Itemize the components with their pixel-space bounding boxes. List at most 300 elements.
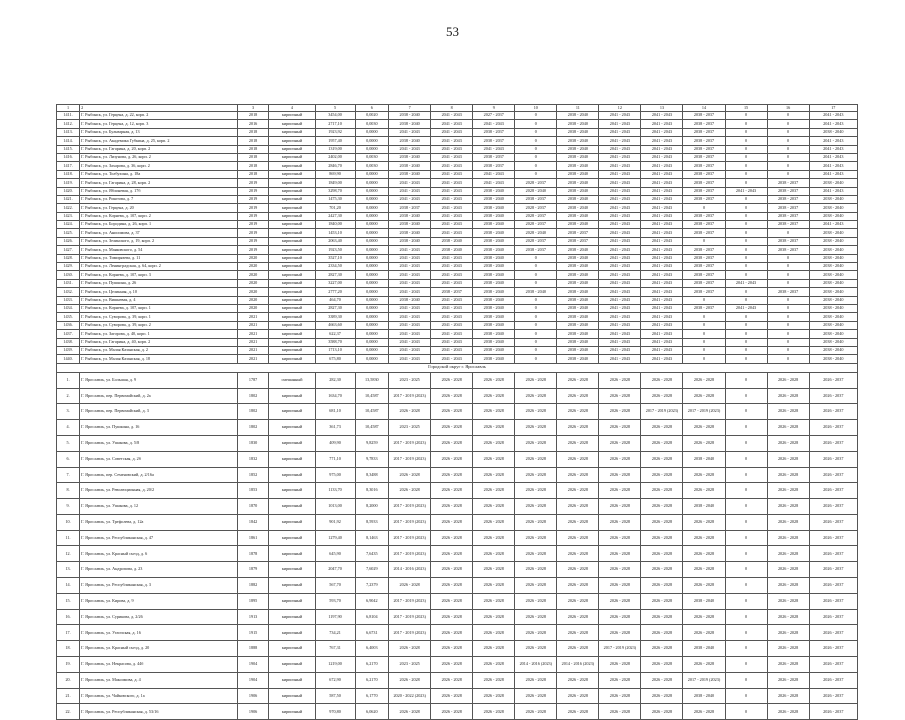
table-cell: 2041 - 2043 bbox=[389, 271, 431, 279]
table-cell: 2041 - 2043 bbox=[641, 296, 683, 304]
table-cell: 2038 - 2040 bbox=[473, 338, 515, 346]
table-cell: 2041 - 2043 bbox=[599, 254, 641, 262]
table-cell: 0 bbox=[725, 451, 767, 467]
table-cell: 1423. bbox=[57, 212, 80, 220]
table-cell: 2041 - 2043 bbox=[641, 330, 683, 338]
table-cell: 2041 - 2043 bbox=[641, 254, 683, 262]
table-cell: кирпичный bbox=[269, 271, 315, 279]
table-cell: 0,0000 bbox=[355, 179, 389, 187]
table-cell: Г. Рыбинск, ул. Герцена, д. 20 bbox=[80, 204, 238, 212]
table-cell: 2026 - 2028 bbox=[515, 546, 557, 562]
table-cell: 2041 - 2043 bbox=[599, 204, 641, 212]
table-cell: 0,0000 bbox=[355, 346, 389, 354]
table-cell: 2041 - 2043 bbox=[389, 330, 431, 338]
page-number: 53 bbox=[446, 24, 459, 39]
table-cell: 4. bbox=[57, 420, 80, 436]
table-cell: 2038 - 2040 bbox=[557, 179, 599, 187]
table-cell: 0,0000 bbox=[355, 313, 389, 321]
table-cell: кирпичный bbox=[269, 221, 315, 229]
table-cell: 9,7833 bbox=[355, 451, 389, 467]
table-cell: 2038 - 2037 bbox=[683, 162, 725, 170]
table-cell: 0 bbox=[767, 355, 809, 363]
table-cell: 2028 - 2040 bbox=[515, 187, 557, 195]
table-cell: кирпичный bbox=[269, 128, 315, 136]
table-row bbox=[57, 112, 858, 120]
table-cell: 8. bbox=[57, 483, 80, 499]
table-cell: кирпичный bbox=[269, 153, 315, 161]
table-cell: 0 bbox=[725, 221, 767, 229]
table-cell: 16 bbox=[767, 105, 809, 112]
table-cell: 2028 - 2037 bbox=[515, 237, 557, 245]
table-cell: кирпичный bbox=[269, 179, 315, 187]
table-cell: 2038 - 2040 bbox=[515, 288, 557, 296]
table-cell: 1427. bbox=[57, 246, 80, 254]
table-cell: 1634,70 bbox=[315, 388, 355, 404]
table-cell: 2026 - 2028 bbox=[389, 404, 431, 420]
table-row bbox=[57, 467, 858, 483]
table-cell: 2038 - 2040 bbox=[809, 263, 857, 271]
table-cell: 2026 - 2028 bbox=[515, 372, 557, 388]
table-cell: 0,0030 bbox=[355, 120, 389, 128]
table-cell: 901,92 bbox=[315, 514, 355, 530]
table-cell: 2026 - 2037 bbox=[809, 420, 857, 436]
table-cell: 2041 - 2043 bbox=[389, 263, 431, 271]
table-cell: 2041 - 2043 bbox=[431, 254, 473, 262]
table-cell: кирпичный bbox=[269, 330, 315, 338]
table-cell: 2038 - 2037 bbox=[767, 246, 809, 254]
table-cell: 12 bbox=[599, 105, 641, 112]
table-cell: 567,70 bbox=[315, 578, 355, 594]
table-cell: 2026 - 2028 bbox=[767, 499, 809, 515]
table-cell: 645,90 bbox=[315, 546, 355, 562]
table-cell: 2041 - 2043 bbox=[599, 296, 641, 304]
table-cell: 0,0000 bbox=[355, 271, 389, 279]
table-cell: 2038 - 2037 bbox=[683, 212, 725, 220]
table-cell: 2041 - 2043 bbox=[389, 346, 431, 354]
table-cell: 2028 - 2037 bbox=[515, 179, 557, 187]
table-cell: 2014 - 2016 (2023) bbox=[557, 657, 599, 673]
table-cell: 2038 - 2037 bbox=[683, 170, 725, 178]
table-cell: 2026 - 2028 bbox=[641, 467, 683, 483]
table-cell: 9 bbox=[473, 105, 515, 112]
table-cell: 3454,00 bbox=[315, 112, 355, 120]
table-cell: 2038 - 2037 bbox=[683, 271, 725, 279]
table-cell: 2041 - 2043 bbox=[641, 221, 683, 229]
table-cell: 2041 - 2043 bbox=[389, 246, 431, 254]
table-cell: 2026 - 2028 bbox=[431, 404, 473, 420]
table-cell: 2027 - 2037 bbox=[473, 112, 515, 120]
table-cell: 2041 - 2043 bbox=[725, 187, 767, 195]
table-cell: 2038 - 2040 bbox=[557, 330, 599, 338]
table-cell: 2014 - 2016 (2023) bbox=[515, 657, 557, 673]
table-cell: 1429. bbox=[57, 263, 80, 271]
table-cell: 2026 - 2028 bbox=[431, 435, 473, 451]
table-cell: 1424. bbox=[57, 221, 80, 229]
table-cell: 2026 - 2037 bbox=[809, 451, 857, 467]
table-cell: 12. bbox=[57, 546, 80, 562]
table-cell: 0,0000 bbox=[355, 137, 389, 145]
table-cell: 2041 - 2043 bbox=[431, 296, 473, 304]
table-cell: 2026 - 2028 bbox=[473, 483, 515, 499]
table-cell: 0 bbox=[725, 435, 767, 451]
table-cell: 0 bbox=[515, 346, 557, 354]
table-cell: 2026 - 2028 bbox=[641, 546, 683, 562]
table-cell: 2038 - 2040 bbox=[557, 288, 599, 296]
table-cell: 2038 - 2040 bbox=[473, 313, 515, 321]
table-cell: 1842 bbox=[237, 514, 269, 530]
table-cell: 1475,30 bbox=[315, 195, 355, 203]
table-cell: 2041 - 2043 bbox=[431, 120, 473, 128]
table-cell: 1802 bbox=[237, 404, 269, 420]
table-cell: 2038 - 2040 bbox=[809, 330, 857, 338]
table-cell: 2026 - 2028 bbox=[599, 388, 641, 404]
table-cell: 2717,10 bbox=[315, 120, 355, 128]
table-cell: 2018 bbox=[237, 128, 269, 136]
table-row bbox=[57, 162, 858, 170]
table-cell: 2026 - 2028 bbox=[515, 688, 557, 704]
table-cell: 2041 - 2043 bbox=[389, 145, 431, 153]
table-cell: 2038 - 2037 bbox=[683, 304, 725, 312]
table-cell: 2038 - 2037 bbox=[767, 288, 809, 296]
table-cell: 2038 - 2040 bbox=[473, 330, 515, 338]
table-cell: 0 bbox=[683, 321, 725, 329]
table-cell: 2041 - 2043 bbox=[389, 338, 431, 346]
table-cell: 2020 bbox=[237, 263, 269, 271]
table-cell: 2041 - 2043 bbox=[599, 338, 641, 346]
table-cell: 2026 - 2028 bbox=[431, 514, 473, 530]
table-row bbox=[57, 204, 858, 212]
table-cell: 0 bbox=[725, 179, 767, 187]
table-cell: Г. Рыбинск, ул. Лизунова, д. 26, корп. 2 bbox=[80, 153, 238, 161]
table-cell: 2026 - 2028 bbox=[599, 578, 641, 594]
table-row bbox=[57, 254, 858, 262]
table-cell: 0,0000 bbox=[355, 355, 389, 363]
table-cell: 2026 - 2037 bbox=[809, 609, 857, 625]
table-cell: 2038 - 2040 bbox=[557, 162, 599, 170]
table-cell: 593,70 bbox=[315, 593, 355, 609]
table-row bbox=[57, 137, 858, 145]
table-cell: 2038 - 2040 bbox=[473, 271, 515, 279]
table-cell: 0,0000 bbox=[355, 204, 389, 212]
table-cell: 2041 - 2043 bbox=[431, 338, 473, 346]
table-cell: 2026 - 2028 bbox=[515, 562, 557, 578]
table-cell: 2038 - 2040 bbox=[809, 179, 857, 187]
table-cell: 2041 - 2043 bbox=[641, 170, 683, 178]
table-cell: 2038 - 2037 bbox=[683, 195, 725, 203]
table-cell: 0 bbox=[767, 145, 809, 153]
table-cell: 1219,00 bbox=[315, 657, 355, 673]
table-cell: кирпичный bbox=[269, 562, 315, 578]
table-cell: 2026 - 2028 bbox=[767, 530, 809, 546]
table-cell: 6,0620 bbox=[355, 704, 389, 720]
table-cell: 2041 - 2043 bbox=[599, 229, 641, 237]
table-cell: Г. Рыбинск, ул. Суворова, д. 39, корп. 2 bbox=[80, 321, 238, 329]
table-cell: 464,70 bbox=[315, 296, 355, 304]
table-cell: 2026 - 2028 bbox=[431, 388, 473, 404]
table-cell: 2063,40 bbox=[315, 237, 355, 245]
table-cell: кирпичный bbox=[269, 212, 315, 220]
table-cell: 2038 - 2040 bbox=[683, 641, 725, 657]
table-cell: 2026 - 2037 bbox=[809, 514, 857, 530]
table-cell: 0 bbox=[683, 346, 725, 354]
table-cell: 2038 - 2040 bbox=[431, 246, 473, 254]
table-cell: 2026 - 2028 bbox=[641, 641, 683, 657]
table-cell: 11 bbox=[557, 105, 599, 112]
table-cell: 7,6029 bbox=[355, 562, 389, 578]
table-cell: кирпичный bbox=[269, 435, 315, 451]
table-cell: 2041 - 2043 bbox=[389, 355, 431, 363]
table-row bbox=[57, 321, 858, 329]
table-cell: Г. Рыбинск, ул. Малая Казанская, д. 18 bbox=[80, 355, 238, 363]
table-row bbox=[57, 153, 858, 161]
table-cell: 2038 - 2037 bbox=[683, 246, 725, 254]
table-cell: 0,0000 bbox=[355, 254, 389, 262]
table-cell: 2026 - 2028 bbox=[473, 451, 515, 467]
table-cell: 4663,60 bbox=[315, 321, 355, 329]
table-cell: 2026 - 2028 bbox=[473, 404, 515, 420]
table-cell: 0 bbox=[515, 137, 557, 145]
table-cell: 1133,70 bbox=[315, 483, 355, 499]
table-cell: кирпичный bbox=[269, 321, 315, 329]
table-cell: 2017 - 2019 (2023) bbox=[641, 404, 683, 420]
table-cell: 2038 - 2040 bbox=[809, 229, 857, 237]
table-cell: 2017 - 2019 (2023) bbox=[683, 404, 725, 420]
table-cell: 2021 bbox=[237, 330, 269, 338]
table-cell: 1904 bbox=[237, 657, 269, 673]
table-cell: 1420. bbox=[57, 187, 80, 195]
table-cell: 2026 - 2028 bbox=[557, 451, 599, 467]
table-cell: 970,80 bbox=[315, 704, 355, 720]
table-cell: 1419. bbox=[57, 179, 80, 187]
table-cell: 2038 - 2040 bbox=[473, 246, 515, 254]
table-cell: 2026 - 2028 bbox=[767, 562, 809, 578]
table-cell: 2038 - 2040 bbox=[809, 212, 857, 220]
table-cell: 2026 - 2028 bbox=[641, 672, 683, 688]
table-cell: 2026 - 2037 bbox=[809, 499, 857, 515]
table-row bbox=[57, 704, 858, 720]
table-cell: 2041 - 2043 bbox=[389, 128, 431, 136]
table-cell: 1923,50 bbox=[315, 246, 355, 254]
table-cell: 0 bbox=[725, 153, 767, 161]
table-cell: 0 bbox=[725, 514, 767, 530]
table-cell: 0 bbox=[515, 321, 557, 329]
table-cell: 0 bbox=[767, 153, 809, 161]
table-cell: 2041 - 2043 bbox=[599, 304, 641, 312]
table-cell: 8,1463 bbox=[355, 530, 389, 546]
table-cell: 2038 - 2040 bbox=[389, 162, 431, 170]
table-cell: 2020 bbox=[237, 271, 269, 279]
table-cell: 15. bbox=[57, 593, 80, 609]
table-cell: 2334,50 bbox=[315, 263, 355, 271]
table-cell: 2017 - 2019 (2023) bbox=[389, 451, 431, 467]
table-cell: 2018 bbox=[237, 153, 269, 161]
table-cell: 2017 - 2019 (2023) bbox=[389, 499, 431, 515]
table-cell: 2041 - 2043 bbox=[641, 112, 683, 120]
table-cell: 2020 bbox=[237, 296, 269, 304]
table-cell: 0 bbox=[515, 145, 557, 153]
table-cell: 0 bbox=[683, 204, 725, 212]
table-cell: 2038 - 2037 bbox=[683, 145, 725, 153]
table-cell: 2041 - 2043 bbox=[599, 145, 641, 153]
table-cell: 2019 bbox=[237, 212, 269, 220]
table-cell: 2026 - 2028 bbox=[683, 530, 725, 546]
table-cell: 0 bbox=[725, 112, 767, 120]
table-cell: 2026 - 2028 bbox=[641, 388, 683, 404]
table-cell: 2038 - 2040 bbox=[557, 296, 599, 304]
table-cell: 2026 - 2028 bbox=[683, 388, 725, 404]
table-cell: 2041 - 2043 bbox=[599, 170, 641, 178]
table-cell: 0 bbox=[725, 609, 767, 625]
table-cell: 1421. bbox=[57, 195, 80, 203]
table-cell: 2026 - 2037 bbox=[809, 404, 857, 420]
table-cell: 2019 bbox=[237, 204, 269, 212]
table-cell: 2041 - 2043 bbox=[599, 221, 641, 229]
table-cell: 0,0020 bbox=[355, 112, 389, 120]
table-cell: 282,30 bbox=[315, 372, 355, 388]
table-cell: 2041 - 2043 bbox=[389, 279, 431, 287]
table-cell: 0 bbox=[767, 162, 809, 170]
table-cell: кирпичный bbox=[269, 304, 315, 312]
table-cell: 1861 bbox=[237, 530, 269, 546]
table-cell: 0 bbox=[767, 296, 809, 304]
table-cell: 6,6731 bbox=[355, 625, 389, 641]
table-cell: 2026 - 2028 bbox=[431, 593, 473, 609]
table-cell: 2038 - 2040 bbox=[473, 212, 515, 220]
table-cell: 2026 - 2037 bbox=[809, 435, 857, 451]
table-cell: 9. bbox=[57, 499, 80, 515]
table-cell: 2026 - 2028 bbox=[767, 641, 809, 657]
table-cell: кирпичный bbox=[269, 593, 315, 609]
table-cell: 2026 - 2037 bbox=[809, 657, 857, 673]
table-cell: 2021 bbox=[237, 338, 269, 346]
table-cell: 0,0030 bbox=[355, 162, 389, 170]
table-cell: 2026 - 2028 bbox=[557, 609, 599, 625]
table-cell: 2026 - 2028 bbox=[641, 420, 683, 436]
table-cell: кирпичный bbox=[269, 170, 315, 178]
table-cell: 2020 bbox=[237, 304, 269, 312]
table-cell: 2041 - 2043 bbox=[431, 304, 473, 312]
table-cell: 0,0000 bbox=[355, 145, 389, 153]
table-cell: 0 bbox=[725, 404, 767, 420]
table-cell: 2041 - 2043 bbox=[641, 321, 683, 329]
table-cell: 2041 - 2043 bbox=[599, 120, 641, 128]
table-cell: 10. bbox=[57, 514, 80, 530]
table-cell: 2026 - 2028 bbox=[767, 657, 809, 673]
table-cell: 2026 - 2028 bbox=[683, 546, 725, 562]
table-cell: 2023 - 2025 bbox=[389, 372, 431, 388]
table-cell: 2041 - 2043 bbox=[431, 271, 473, 279]
table-cell: 2038 - 2040 bbox=[557, 128, 599, 136]
table-cell: 2026 - 2028 bbox=[599, 372, 641, 388]
table-cell: 2026 - 2028 bbox=[599, 562, 641, 578]
table-cell: 2038 - 2040 bbox=[809, 271, 857, 279]
table-cell: 2038 - 2040 bbox=[389, 120, 431, 128]
table-cell: 0 bbox=[725, 346, 767, 354]
table-cell: 2041 - 2043 bbox=[599, 112, 641, 120]
table-cell: 2026 - 2028 bbox=[557, 688, 599, 704]
table-cell: 2038 - 2040 bbox=[557, 195, 599, 203]
table-cell: Г. Ярославль, ул. Чайковского, д. 1а bbox=[80, 688, 238, 704]
table-cell: 2026 - 2028 bbox=[431, 372, 473, 388]
table-cell: Г. Ярославль, ул. Сурикова, д. 2/26 bbox=[80, 609, 238, 625]
table-cell: 2026 - 2028 bbox=[473, 593, 515, 609]
table-cell: 2026 - 2028 bbox=[683, 562, 725, 578]
table-cell: 2041 - 2043 bbox=[473, 145, 515, 153]
table-cell: кирпичный bbox=[269, 641, 315, 657]
table-cell: 2026 - 2028 bbox=[557, 483, 599, 499]
table-cell: 8,3016 bbox=[355, 483, 389, 499]
table-cell: Г. Рыбинск, ул. Корнева, д. 107, корп. 1 bbox=[80, 304, 238, 312]
table-cell: Г. Рыбинск, ул. Корнева, д. 107, корп. 2 bbox=[80, 212, 238, 220]
table-cell: 2038 - 2040 bbox=[809, 279, 857, 287]
table-cell: 2038 - 2040 bbox=[809, 355, 857, 363]
table-cell: 2026 - 2028 bbox=[599, 451, 641, 467]
table-cell: Г. Ярославль, ул. Красный съезд, д. 6 bbox=[80, 546, 238, 562]
housing-repair-schedule-table bbox=[56, 104, 858, 720]
table-cell: Г. Ярославль, ул. Республиканская, д. 47 bbox=[80, 530, 238, 546]
table-cell: 2041 - 2043 bbox=[431, 145, 473, 153]
table-cell: 1438. bbox=[57, 338, 80, 346]
table-cell: 2038 - 2040 bbox=[557, 170, 599, 178]
table-cell: 0 bbox=[683, 296, 725, 304]
table-cell: смешанный bbox=[269, 372, 315, 388]
table-cell: 2038 - 2040 bbox=[809, 288, 857, 296]
table-cell: кирпичный bbox=[269, 254, 315, 262]
table-cell: 2028 - 2037 bbox=[515, 204, 557, 212]
table-cell: 2026 - 2028 bbox=[431, 499, 473, 515]
table-cell: 2026 - 2028 bbox=[515, 435, 557, 451]
table-row bbox=[57, 388, 858, 404]
table-cell: 2041 - 2043 bbox=[641, 313, 683, 321]
table-cell: 0 bbox=[725, 296, 767, 304]
table-cell: 2026 - 2028 bbox=[431, 688, 473, 704]
table-cell: 2038 - 2040 bbox=[389, 112, 431, 120]
table-cell: 1413. bbox=[57, 128, 80, 136]
table-row bbox=[57, 688, 858, 704]
table-cell: 0 bbox=[725, 321, 767, 329]
table-cell: Г. Рыбинск, ул. Целинная, д. 10 bbox=[80, 288, 238, 296]
table-cell: 1435. bbox=[57, 313, 80, 321]
table-cell: 2038 - 2040 bbox=[473, 279, 515, 287]
table-cell: 2026 - 2028 bbox=[683, 372, 725, 388]
table-cell: кирпичный bbox=[269, 404, 315, 420]
table-cell: 1830 bbox=[237, 435, 269, 451]
table-cell: 587,50 bbox=[315, 688, 355, 704]
table-cell: 2038 - 2040 bbox=[557, 112, 599, 120]
table-cell: 5 bbox=[315, 105, 355, 112]
table-cell: 0 bbox=[515, 338, 557, 346]
table-cell: 2016 bbox=[237, 120, 269, 128]
table-cell: 0,0000 bbox=[355, 279, 389, 287]
table-cell: 2026 - 2028 bbox=[641, 578, 683, 594]
table-cell: 0,0000 bbox=[355, 263, 389, 271]
table-cell: 7,6435 bbox=[355, 546, 389, 562]
table-cell: 4 bbox=[269, 105, 315, 112]
table-cell: 2026 - 2037 bbox=[809, 483, 857, 499]
table-cell: 19. bbox=[57, 657, 80, 673]
table-cell: 0 bbox=[725, 641, 767, 657]
table-cell: Г. Ярославль, ул. Революционная, д. 20/2 bbox=[80, 483, 238, 499]
table-cell: 1319,00 bbox=[315, 145, 355, 153]
table-cell: 2038 - 2037 bbox=[683, 153, 725, 161]
table-row bbox=[57, 212, 858, 220]
table-row bbox=[57, 330, 858, 338]
table-cell: 2038 - 2037 bbox=[767, 237, 809, 245]
table-cell: 2017 - 2019 (2023) bbox=[389, 514, 431, 530]
table-cell: 0 bbox=[515, 330, 557, 338]
table-cell: 2026 - 2037 bbox=[809, 388, 857, 404]
table-cell: 0,0000 bbox=[355, 338, 389, 346]
